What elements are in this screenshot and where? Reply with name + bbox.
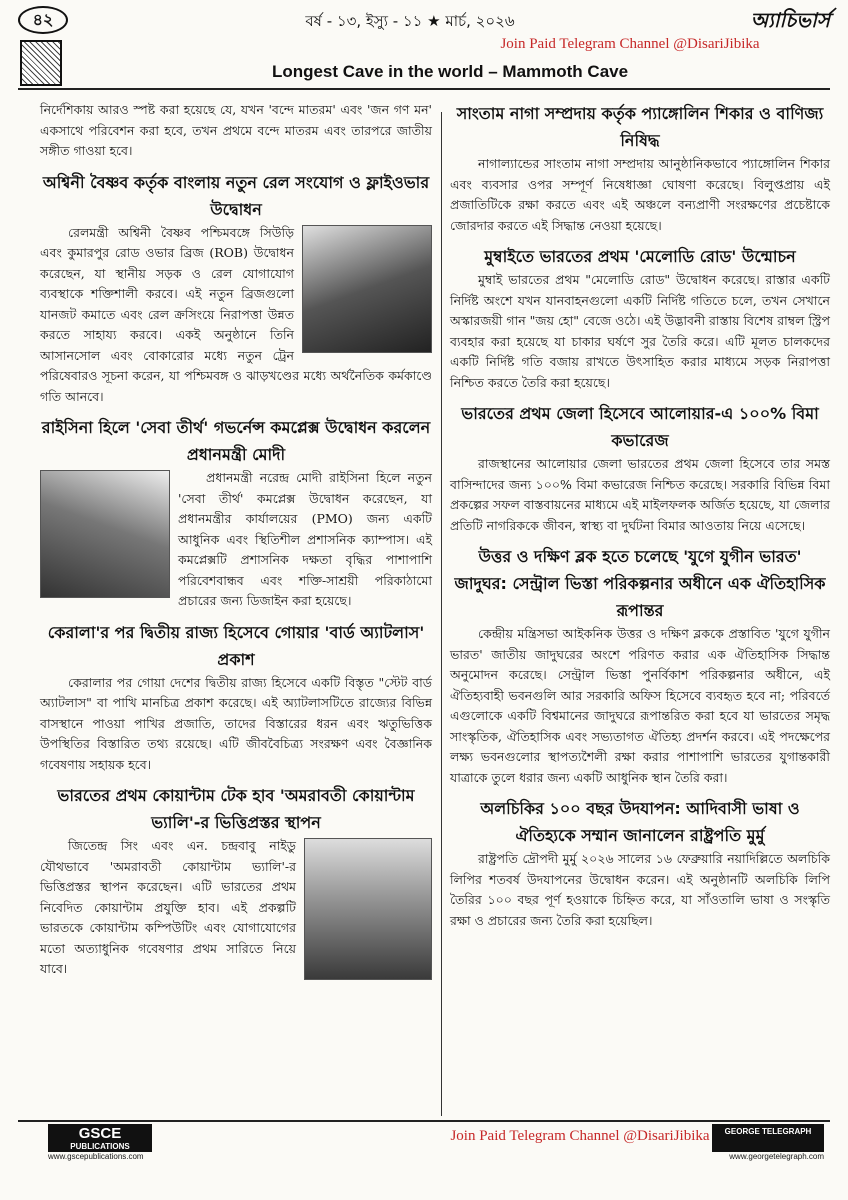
article-body: মুম্বাই ভারতের প্রথম "মেলোডি রোড" উদ্বোধন করেছে। রাস্তার একটি নির্দিষ্ট অংশে যখন যানবাহনগুলো একটি নির্দিষ্ট গতিতে চলে, তখন সেখানে অস্কারজয়ী গান "জয় হো" বেজে ওঠে। এই উদ্ভাবনী রাস্তায় বিশেষ রাম্বল স্ট্রিপ ব্যবহার করা হয়েছে যা চাকার ঘর্ষণে সুর তৈরি করে। এটি মূলত চালকদের একটি নির্দিষ্ট গতি বজায় রাখতে উৎসাহিত করার মাধ্যমে সড়ক নিরাপত্তা নিশ্চিত করতে তৈরি করা হয়েছে। xyxy=(450,272,830,390)
article-heading: ভারতের প্রথম জেলা হিসেবে আলোয়ার-এ ১০০% বিমা কভারেজ xyxy=(461,404,819,450)
footer-rule xyxy=(18,1120,830,1122)
article-bird-atlas xyxy=(40,619,432,776)
article-body: নাগাল্যান্ডের সাংতাম নাগা সম্প্রদায় আনুষ্ঠানিকভাবে প্যাঙ্গোলিন শিকার এবং ব্যবসার ওপর সম্পূর্ণ নিষেধাজ্ঞা ঘোষণা করেছে। বিলুপ্তপ্রায় এই প্রজাতিটিকে রক্ষা করতে এবং এই অঞ্চলে বন্যপ্রাণী সংরক্ষণের প্রচেষ্টাকে জোরদার করতে এই সিদ্ধান্ত নেওয়া হয়েছে। xyxy=(450,156,830,233)
fact-tagline: Longest Cave in the world – Mammoth Cave xyxy=(271,62,629,81)
article-rail-flyover xyxy=(40,169,432,408)
minister-photo xyxy=(302,225,432,353)
article-body: রাষ্ট্রপতি দ্রৌপদী মুর্মু ২০২৬ সালের ১৬ ফেব্রুয়ারি নয়াদিল্লিতে অলচিকি লিপির শতবর্ষ উদযাপনের উদ্বোধন করেন। এই অনুষ্ঠানটি অলচিকি লিপি তৈরির ১০০ বছর পূর্ণ হওয়াকে চিহ্নিত করে, যা সাঁওতালি ভাষা ও সংস্কৃতি রক্ষা ও প্রচারের জন্য তৈরি করা হয়েছিল। xyxy=(450,851,830,928)
article-body: রেলমন্ত্রী অশ্বিনী বৈষ্ণব পশ্চিমবঙ্গে সিউড়ি এবং কুমারপুর রোড ওভার ব্রিজ (ROB) উদ্বোধন করেছেন, যা স্থানীয় সড়ক ও রেল যোগাযোগ ব্যবস্থাকে শক্তিশালী করবে। এই নতুন ব্রিজগুলো যানজট কমাতে এবং রেল ক্রসিংয়ে নিরাপত্তা উন্নত করতে সাহায্য করবে। একই অনুষ্ঠানে তিনি আসানসোল এবং বোকারোর মধ্যে নতুন ট্রেন পরিষেবারও সূচনা করেন, যা পশ্চিমবঙ্গ ও ঝাড়খণ্ডের মধ্যে অর্থনৈতিক কর্মকাণ্ডে গতি আনবে। xyxy=(40,224,432,404)
article-seva-tirth xyxy=(40,414,432,612)
article-heading: রাইসিনা হিলে 'সেবা তীর্থ' গভর্নেন্স কমপ্লেক্স উদ্বোধন করলেন প্রধানমন্ত্রী মোদী xyxy=(41,418,431,464)
article-body: প্রধানমন্ত্রী নরেন্দ্র মোদী রাইসিনা হিলে নতুন 'সেবা তীর্থ' কমপ্লেক্স উদ্বোধন করেছেন, যা প্রধানমন্ত্রীর কার্যালয়ের (PMO) জন্য একটি আধুনিক এবং স্থিতিশীল প্রশাসনিক ক্যাম্পাস। এই কমপ্লেক্সটি প্রশাসনিক দক্ষতা বৃদ্ধির পাশাপাশি পরিবেশবান্ধব এবং শক্তি-সাশ্রয়ী পরিকাঠামো প্রচারের জন্য ডিজাইন করা হয়েছে। xyxy=(178,470,432,608)
left-column xyxy=(40,100,432,984)
publisher-url: www.gscepublications.com xyxy=(48,1152,144,1161)
article-quantum-valley xyxy=(40,782,432,980)
article-heading: ভারতের প্রথম কোয়ান্টাম টেক হাব 'অমরাবতী কোয়ান্টাম ভ্যালি'-র ভিত্তিপ্রস্তর স্থাপন xyxy=(57,786,415,832)
article-alwar-insurance xyxy=(450,400,830,536)
publisher-name: GSCE xyxy=(78,1125,122,1142)
telegram-banner-top: Join Paid Telegram Channel @DisariJibika xyxy=(500,36,760,52)
article-heading: সাংতাম নাগা সম্প্রদায় কর্তৃক প্যাঙ্গোলিন শিকার ও বাণিজ্য নিষিদ্ধ xyxy=(456,104,824,150)
brand-name: অ্যাচিভার্স xyxy=(750,8,830,32)
telegram-banner-bottom: Join Paid Telegram Channel @DisariJibika xyxy=(450,1128,710,1144)
publisher-sub: PUBLICATIONS xyxy=(70,1142,130,1151)
article-melody-road xyxy=(450,243,830,393)
globe-logo-icon xyxy=(20,40,62,86)
article-body: কেন্দ্রীয় মন্ত্রিসভা আইকনিক উত্তর ও দক্ষিণ ব্লককে প্রস্তাবিত 'যুগে যুগীন ভারত' জাতীয় জাদুঘরের অংশে পরিণত করার এক ঐতিহাসিক সিদ্ধান্ত অনুমোদন করেছে। সেন্ট্রাল ভিস্তা পুনর্বিকাশ পরিকল্পনার অধীনে, এই ঐতিহ্যবাহী ভবনগুলি আর সরকারি অফিস হিসেবে ব্যবহৃত হবে না; পরিবর্তে এগুলোকে একটি বিশ্বমানের জাদুঘরে রূপান্তরিত করা হবে যা ভারতের সমৃদ্ধ সাংস্কৃতিক, ঐতিহাসিক এবং সভ্যতাগত ঐতিহ্য প্রদর্শন করবে। এই পদক্ষেপের লক্ষ্য ভবনগুলোর স্থাপত্যশৈলী রক্ষা করার পাশাপাশি ভারতের যুগান্তকারী যাত্রাকে তুলে ধরার জন্য একটি আধুনিক স্থান তৈরি করা। xyxy=(450,626,830,785)
column-divider xyxy=(441,112,442,1116)
partner-logo xyxy=(712,1124,824,1152)
prime-minister-photo xyxy=(40,470,170,598)
partner-url: www.georgetelegraph.com xyxy=(729,1152,824,1161)
right-column xyxy=(450,100,830,935)
partner-name: GEORGE TELEGRAPH xyxy=(724,1127,812,1136)
article-body: কেরালার পর গোয়া দেশের দ্বিতীয় রাজ্য হিসেবে একটি বিস্তৃত "স্টেট বার্ড অ্যাটলাস" বা পাখি মানচিত্র প্রকাশ করেছে। এই অ্যাটলাসটিতে রাজ্যের বিভিন্ন বাসস্থানে পাওয়া পাখির প্রজাতি, তাদের বিস্তারের ধরন এবং ঋতুভিত্তিক উপস্থিতির বিস্তারিত তথ্য রয়েছে। এটি জীববৈচিত্র্য সংরক্ষণ এবং বৈজ্ঞানিক গবেষণায় সহায়ক হবে। xyxy=(40,674,432,772)
article-heading: অলচিকির ১০০ বছর উদযাপন: আদিবাসী ভাষা ও ঐতিহ্যকে সম্মান জানালেন রাষ্ট্রপতি মুর্মু xyxy=(480,799,800,845)
article-olchiki xyxy=(450,795,830,931)
article-museum xyxy=(450,543,830,788)
article-pangolin xyxy=(450,100,830,236)
article-heading: কেরালা'র পর দ্বিতীয় রাজ্য হিসেবে গোয়ার 'বার্ড অ্যাটলাস' প্রকাশ xyxy=(47,622,425,669)
publisher-logo xyxy=(48,1124,152,1152)
page-number: ৪২ xyxy=(18,6,68,34)
article-heading: অশ্বিনী বৈষ্ণব কর্তৃক বাংলায় নতুন রেল সংযোগ ও ফ্লাইওভার উদ্বোধন xyxy=(42,172,430,219)
foundation-ceremony-photo xyxy=(304,838,432,980)
article-heading: মুম্বাইতে ভারতের প্রথম 'মেলোডি রোড' উন্মোচন xyxy=(484,247,796,266)
intro-paragraph: নির্দেশিকায় আরও স্পষ্ট করা হয়েছে যে, যখন 'বন্দে মাতরম' এবং 'জন গণ মন' একসাথে পরিবেশন করা হবে, তখন প্রথমে বন্দে মাতরম এবং তারপরে জাতীয় সঙ্গীত গাওয়া হবে। xyxy=(40,102,432,158)
issue-line: বর্ষ - ১৩, ইস্যু - ১১ ★ মার্চ, ২০২৬ xyxy=(305,12,515,30)
article-heading: উত্তর ও দক্ষিণ ব্লক হতে চলেছে 'যুগে যুগীন ভারত' জাদুঘর: সেন্ট্রাল ভিস্তা পরিকল্পনার অধীনে এক ঐতিহাসিক রূপান্তর xyxy=(454,547,826,620)
article-body: রাজস্থানের আলোয়ার জেলা ভারতের প্রথম জেলা হিসেবে তার সমস্ত বাসিন্দাদের জন্য ১০০% বিমা কভারেজ নিশ্চিত করেছে। সরকারি বিভিন্ন বিমা প্রকল্পের সফল বাস্তবায়নের মাধ্যমে এই মাইলফলক অর্জিত হয়েছে, যা জেলার প্রতিটি নাগরিককে জীবন, স্বাস্থ্য বা দুর্ঘটনা বিমার আওতায় নিয়ে এসেছে। xyxy=(450,456,830,533)
article-body: জিতেন্দ্র সিং এবং এন. চন্দ্রবাবু নাইডু যৌথভাবে 'অমরাবতী কোয়ান্টাম ভ্যালি'-র ভিত্তিপ্রস্তর স্থাপন করেছেন। এটি ভারতের প্রথম নিবেদিত কোয়ান্টাম প্রযুক্তি হাব। এই প্রকল্পটি ভারতকে কোয়ান্টাম কম্পিউটিং এবং যোগাযোগের মতো অত্যাধুনিক গবেষণার প্রথম সারিতে নিয়ে যাবে। xyxy=(40,838,296,976)
header-rule xyxy=(18,88,830,90)
